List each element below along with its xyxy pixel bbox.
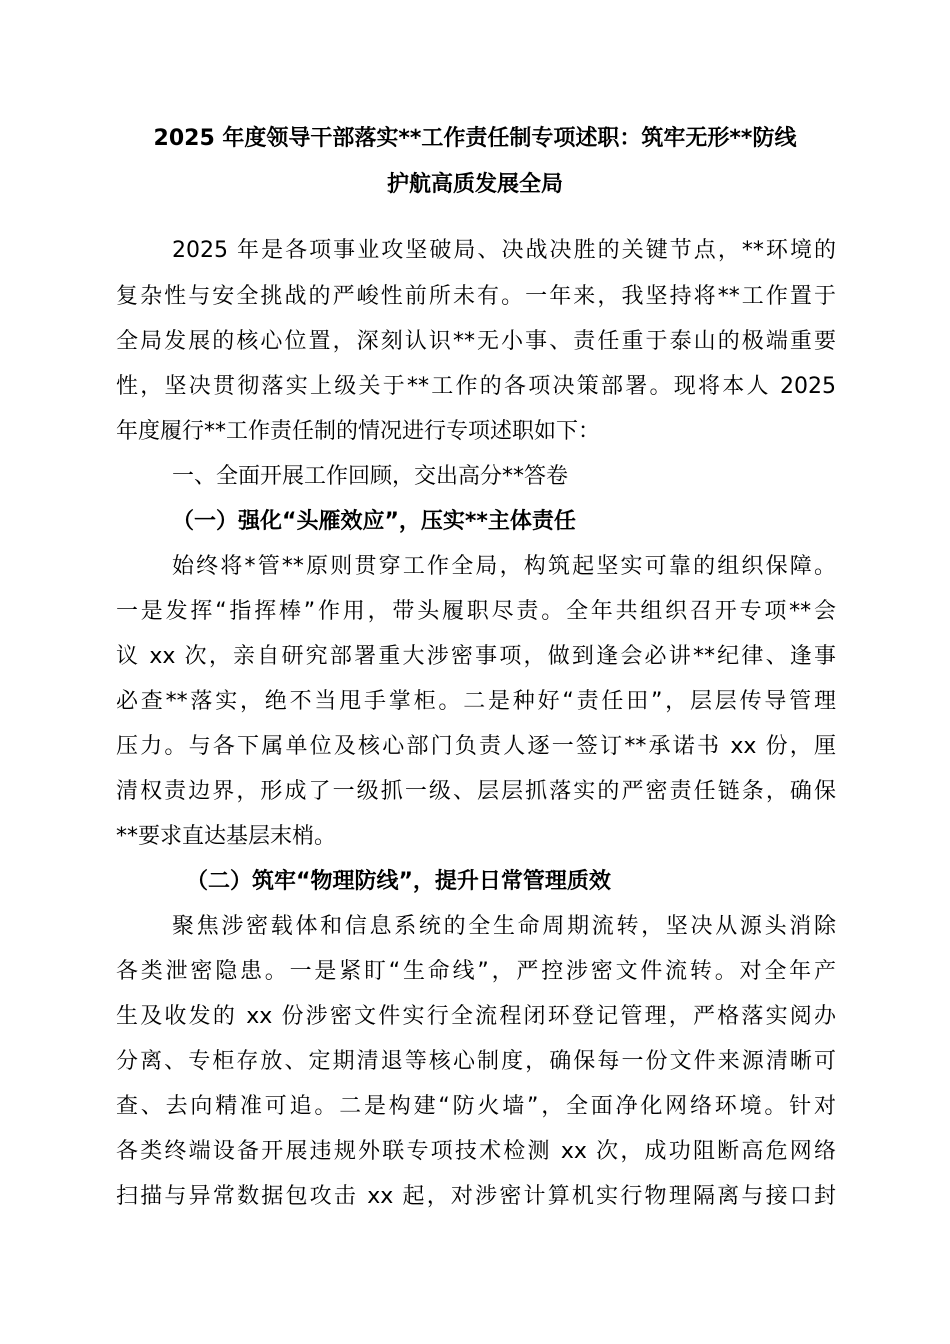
sub1-line: 清权责边界，形成了一级抓一级、层层抓落实的严密责任链条，确保 [116,779,836,804]
section-1-heading: 一、全面开展工作回顾，交出高分**答卷 [172,464,569,489]
sub1-line: 必查**落实，绝不当甩手掌柜。二是种好“责任田”，层层传导管理 [116,689,836,714]
document-title-line-1: 2025 年度领导干部落实**工作责任制专项述职：筑牢无形**防线 [153,126,797,151]
intro-line: 性，坚决贯彻落实上级关于**工作的各项决策部署。现将本人 2025 [116,374,836,399]
document-title-line-2: 护航高质发展全局 [386,172,563,197]
sub1-line: 一是发挥“指挥棒”作用，带头履职尽责。全年共组织召开专项**会 [116,599,836,624]
sub2-line: 各类泄密隐患。一是紧盯“生命线”，严控涉密文件流转。对全年产 [116,959,836,984]
sub2-line: 查、去向精准可追。二是构建“防火墙”，全面净化网络环境。针对 [116,1094,836,1119]
sub2-line: 各类终端设备开展违规外联专项技术检测 xx 次，成功阻断高危网络 [116,1139,836,1164]
sub2-line: 聚焦涉密载体和信息系统的全生命周期流转，坚决从源头消除 [172,914,836,939]
sub2-line: 扫描与异常数据包攻击 xx 起，对涉密计算机实行物理隔离与接口封 [116,1184,836,1209]
sub1-line: 压力。与各下属单位及核心部门负责人逐一签订**承诺书 xx 份，厘 [116,734,836,759]
subsection-1-heading: （一）强化“头雁效应”，压实**主体责任 [172,509,576,534]
sub1-line: **要求直达基层末梢。 [116,824,337,849]
intro-line: 复杂性与安全挑战的严峻性前所未有。一年来，我坚持将**工作置于 [116,284,836,309]
sub1-line: 议 xx 次，亲自研究部署重大涉密事项，做到逢会必讲**纪律、逢事 [116,644,836,669]
sub2-line: 生及收发的 xx 份涉密文件实行全流程闭环登记管理，严格落实阅办 [116,1004,836,1029]
intro-line: 全局发展的核心位置，深刻认识**无小事、责任重于泰山的极端重要 [116,329,836,354]
subsection-2-heading: （二）筑牢“物理防线”，提升日常管理质效 [186,869,611,894]
sub1-line: 始终将*管**原则贯穿工作全局，构筑起坚实可靠的组织保障。 [172,554,836,579]
sub2-line: 分离、专柜存放、定期清退等核心制度，确保每一份文件来源清晰可 [116,1049,836,1074]
intro-line: 年度履行**工作责任制的情况进行专项述职如下： [116,419,601,444]
intro-line: 2025 年是各项事业攻坚破局、决战决胜的关键节点，**环境的 [172,238,836,263]
